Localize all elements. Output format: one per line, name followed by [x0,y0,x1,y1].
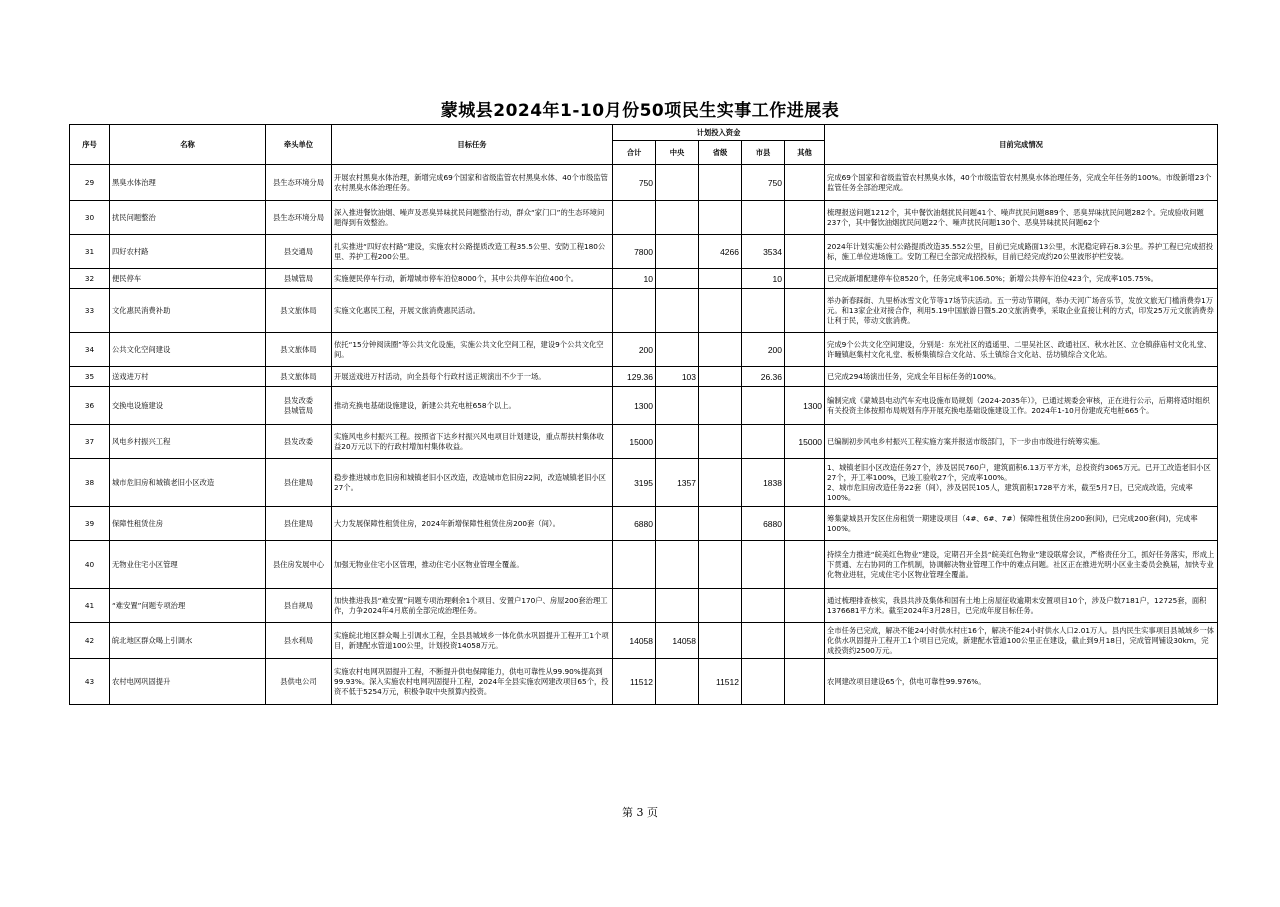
page-title: 蒙城县2024年1-10月份50项民生实事工作进展表 [440,101,840,121]
cell-seq: 35 [70,367,110,387]
table-row [70,623,1218,659]
header-name: 名称 [110,125,266,165]
cell-name: 无物业住宅小区管理 [110,541,266,589]
cell-status: 编制完成《蒙城县电动汽车充电设施布局规划（2024-2035年）》，已通过规委会审核，正在进行公示，后期将适时组织有关投资主体按照布局规划有序开展充换电基础设施建设工作。2024年1-10月份建成充电桩665个。 [825,387,1218,425]
cell-city-county: 3534 [742,235,785,269]
cell-other [785,589,825,623]
cell-lead: 县水利局 [266,623,332,659]
cell-name: 风电乡村振兴工程 [110,425,266,459]
cell-lead: 县文旅体局 [266,289,332,333]
cell-total: 11512 [613,659,656,705]
cell-status: 举办新春踩街、九里桥冰雪文化节等17场节庆活动。五一劳动节期间，举办天河广场音乐节，发放文旅无门槛消费券1万元。和13家企业对接合作，利用5.19中国旅游日暨5.20文旅消费季，采取企业直接让利的方式，印发25万元文旅消费券让利于民，带动文旅消费。 [825,289,1218,333]
cell-goal: 开展送戏进万村活动，向全县每个行政村送正规演出不少于一场。 [332,367,613,387]
cell-name: 扰民问题整治 [110,201,266,235]
table-row [70,201,1218,235]
cell-goal: 开展农村黑臭水体治理，新增完成69个国家和省级监管农村黑臭水体、40个市级监管农村黑臭水体治理任务。 [332,165,613,201]
cell-goal: 扎实推进“四好农村路”建设，实施农村公路提质改造工程35.5公里、安防工程180公里、养护工程200公里。 [332,235,613,269]
cell-total [613,201,656,235]
cell-central [656,235,699,269]
header-funding: 计划投入资金 [613,125,825,141]
cell-lead: 县文旅体局 [266,367,332,387]
table-row [70,235,1218,269]
cell-total [613,289,656,333]
table-row [70,425,1218,459]
cell-goal: 实施便民停车行动，新增城市停车泊位8000个，其中公共停车泊位400个。 [332,269,613,289]
cell-lead: 县交通局 [266,235,332,269]
page-number: 第 3 页 [622,806,658,819]
cell-central [656,589,699,623]
cell-status: 农网建改项目建设65个，供电可靠性99.976%。 [825,659,1218,705]
header-seq: 序号 [70,125,110,165]
cell-lead: 县发改委 县城管局 [266,387,332,425]
table-row [70,541,1218,589]
cell-goal: 加强无物业住宅小区管理，推动住宅小区物业管理全覆盖。 [332,541,613,589]
cell-central: 1357 [656,459,699,507]
cell-central: 14058 [656,623,699,659]
cell-total: 3195 [613,459,656,507]
cell-total: 129.36 [613,367,656,387]
header-lead: 牵头单位 [266,125,332,165]
cell-city-county: 1838 [742,459,785,507]
cell-central [656,541,699,589]
cell-city-county [742,541,785,589]
cell-provincial [699,333,742,367]
cell-goal: 实施皖北地区群众喝上引调水工程，全县县城域乡一体化供水巩固提升工程开工1个项目，新建配水管道100公里，计划投资14058万元。 [332,623,613,659]
cell-provincial [699,459,742,507]
progress-table [69,124,1218,705]
cell-status: 全市任务已完成，解决不能24小时供水村庄16个，解决不能24小时供水人口2.01万人。县内民生实事项目县城域乡一体化供水巩固提升工程开工1个项目已完成，新建配水管道100公里正在建设，截止到9月18日，完成管网铺设30km，完成投资约2500万元。 [825,623,1218,659]
table-row [70,289,1218,333]
header-city-county: 市县 [742,141,785,165]
cell-central [656,289,699,333]
cell-city-county: 6880 [742,507,785,541]
cell-goal: 实施农村电网巩固提升工程，不断提升供电保障能力，供电可靠性从99.90%提高到99.93%。深入实施农村电网巩固提升工程，2024年全县实施农网建改项目65个，投资不低于5254万元，积极争取中央预算内投资。 [332,659,613,705]
cell-total [613,541,656,589]
cell-total: 750 [613,165,656,201]
cell-total: 14058 [613,623,656,659]
table-row [70,659,1218,705]
table-row [70,269,1218,289]
cell-name: “难安置”问题专项治理 [110,589,266,623]
cell-name: 皖北地区群众喝上引调水 [110,623,266,659]
cell-provincial [699,425,742,459]
cell-other [785,623,825,659]
cell-city-county [742,201,785,235]
cell-total: 1300 [613,387,656,425]
cell-seq: 39 [70,507,110,541]
cell-goal: 依托“15分钟阅读圈”等公共文化设施，实施公共文化空间工程，建设9个公共文化空间。 [332,333,613,367]
table-row [70,459,1218,507]
cell-goal: 加快推进我县“难安置”问题专项治理剩余1个项目、安置户170户、房屋200套治理工作，力争2024年4月底前全部完成治理任务。 [332,589,613,623]
cell-provincial [699,367,742,387]
cell-central [656,659,699,705]
cell-central [656,425,699,459]
cell-provincial [699,289,742,333]
cell-status: 已完成294场演出任务，完成全年目标任务的100%。 [825,367,1218,387]
table-row [70,367,1218,387]
cell-name: 城市危旧房和城镇老旧小区改造 [110,459,266,507]
cell-name: 四好农村路 [110,235,266,269]
cell-name: 公共文化空间建设 [110,333,266,367]
cell-lead: 县住建局 [266,507,332,541]
cell-lead: 县住房发展中心 [266,541,332,589]
cell-city-county: 10 [742,269,785,289]
cell-other [785,269,825,289]
cell-goal: 稳步推进城市危旧房和城镇老旧小区改造，改造城市危旧房22间，改造城镇老旧小区27个。 [332,459,613,507]
cell-central [656,201,699,235]
cell-name: 便民停车 [110,269,266,289]
cell-other [785,289,825,333]
table-row [70,507,1218,541]
cell-city-county [742,387,785,425]
cell-goal: 深入推进餐饮油烟、噪声及恶臭异味扰民问题整治行动，群众“家门口”的生态环境问题得到有效整治。 [332,201,613,235]
header-total: 合计 [613,141,656,165]
cell-total: 6880 [613,507,656,541]
cell-provincial [699,507,742,541]
cell-lead: 县生态环境分局 [266,201,332,235]
header-status: 目前完成情况 [825,125,1218,165]
cell-other [785,659,825,705]
cell-city-county: 750 [742,165,785,201]
table-row [70,165,1218,201]
cell-city-county: 200 [742,333,785,367]
cell-other [785,541,825,589]
cell-central [656,165,699,201]
cell-goal: 实施风电乡村振兴工程。按照省下达乡村振兴风电项目计划建设，重点帮扶村集体收益20万元以下的行政村增加村集体收益。 [332,425,613,459]
cell-status: 已编制初步风电乡村振兴工程实施方案并报送市级部门，下一步由市级进行统筹实施。 [825,425,1218,459]
cell-other [785,235,825,269]
cell-provincial: 11512 [699,659,742,705]
cell-seq: 36 [70,387,110,425]
cell-lead: 县发改委 [266,425,332,459]
cell-provincial [699,269,742,289]
cell-total: 7800 [613,235,656,269]
cell-name: 农村电网巩固提升 [110,659,266,705]
cell-seq: 42 [70,623,110,659]
cell-status: 2024年计划实施公村公路提质改造35.552公里，目前已完成路面13公里，水泥稳定碎石8.3公里。养护工程已完成招投标，施工单位进场施工。安防工程已全部完成招投标，目前已经完成约20公里波形护栏安装。 [825,235,1218,269]
header-provincial: 省级 [699,141,742,165]
cell-name: 交换电设施建设 [110,387,266,425]
cell-total: 15000 [613,425,656,459]
cell-seq: 33 [70,289,110,333]
cell-total: 200 [613,333,656,367]
cell-other [785,507,825,541]
cell-city-county [742,659,785,705]
cell-provincial [699,387,742,425]
cell-other [785,165,825,201]
cell-name: 保障性租赁住房 [110,507,266,541]
cell-lead: 县住建局 [266,459,332,507]
cell-seq: 31 [70,235,110,269]
cell-status: 梳理报送问题1212个，其中餐饮油烟扰民问题41个、噪声扰民问题889个、恶臭异味扰民问题282个。完成验收问题237个，其中餐饮油烟扰民问题22个、噪声扰民问题130个、恶臭异味扰民问题62个 [825,201,1218,235]
cell-city-county [742,589,785,623]
cell-name: 黑臭水体治理 [110,165,266,201]
cell-goal: 实施文化惠民工程，开展文旅消费惠民活动。 [332,289,613,333]
cell-seq: 30 [70,201,110,235]
cell-provincial: 4266 [699,235,742,269]
cell-seq: 29 [70,165,110,201]
cell-provincial [699,201,742,235]
cell-city-county [742,425,785,459]
header-goal: 目标任务 [332,125,613,165]
cell-total [613,589,656,623]
cell-status: 通过梳理排查核实，我县共涉及集体和国有土地上房屋征收逾期未安置项目10个，涉及户数7181户，12725套，面积1376681平方米。截至2024年3月28日，已完成年度目标任务。 [825,589,1218,623]
cell-other [785,201,825,235]
cell-central [656,507,699,541]
cell-lead: 县城管局 [266,269,332,289]
cell-other: 1300 [785,387,825,425]
cell-status: 完成69个国家和省级监管农村黑臭水体，40个市级监管农村黑臭水体治理任务，完成全年任务的100%。市级新增23个监管任务全部治理完成。 [825,165,1218,201]
cell-status: 筹集蒙城县开发区住房租赁一期建设项目（4#、6#、7#）保障性租赁住房200套(间)，已完成200套(间)，完成率100%。 [825,507,1218,541]
table-row [70,387,1218,425]
cell-name: 送戏进万村 [110,367,266,387]
cell-other [785,367,825,387]
table-body [70,165,1218,705]
cell-total: 10 [613,269,656,289]
cell-seq: 41 [70,589,110,623]
cell-other [785,333,825,367]
cell-central [656,387,699,425]
cell-seq: 37 [70,425,110,459]
cell-seq: 32 [70,269,110,289]
cell-city-county: 26.36 [742,367,785,387]
cell-goal: 推动充换电基础设施建设，新建公共充电桩658个以上。 [332,387,613,425]
cell-seq: 43 [70,659,110,705]
cell-provincial [699,589,742,623]
cell-name: 文化惠民消费补助 [110,289,266,333]
cell-status: 持续全力推进“皖美红色物业”建设，定期召开全县“皖美红色物业”建设联席会议，严格责任分工，抓好任务落实，形成上下贯通、左右协同的工作机制，协调解决物业管理工作中的难点问题。社区正在推进光明小区业主委员会换届，加快专业化物业进驻，完成住宅小区物业管理全覆盖。 [825,541,1218,589]
cell-central [656,269,699,289]
cell-provincial [699,165,742,201]
table-row [70,589,1218,623]
cell-central [656,333,699,367]
cell-provincial [699,541,742,589]
cell-city-county [742,289,785,333]
cell-status: 已完成新增配建停车位8520个，任务完成率106.50%；新增公共停车泊位423个，完成率105.75%。 [825,269,1218,289]
cell-status: 完成9个公共文化空间建设，分别是：东光社区的逍遥里、二里吴社区、政通社区、秋水社区、立仓镇薛庙村文化礼堂、许疃镇赵集村文化礼堂、板桥集镇综合文化站、乐土镇综合文化站、岳坊镇综合文化站。 [825,333,1218,367]
cell-goal: 大力发展保障性租赁住房，2024年新增保障性租赁住房200套（间）。 [332,507,613,541]
table-row [70,333,1218,367]
cell-seq: 38 [70,459,110,507]
cell-lead: 县供电公司 [266,659,332,705]
header-other: 其他 [785,141,825,165]
cell-city-county [742,623,785,659]
cell-lead: 县文旅体局 [266,333,332,367]
header-central: 中央 [656,141,699,165]
cell-status: 1、城镇老旧小区改造任务27个，涉及居民760户，建筑面积6.13万平方米，总投资约3065万元。已开工改造老旧小区27个，开工率100%，已竣工验收27个，完成率100%。 2、城市危旧房改造任务22套（间），涉及居民105人，建筑面积1728平方米，截至5月7日，已完成改造，完成率100%。 [825,459,1218,507]
cell-lead: 县生态环境分局 [266,165,332,201]
cell-other [785,459,825,507]
cell-seq: 34 [70,333,110,367]
cell-seq: 40 [70,541,110,589]
cell-provincial [699,623,742,659]
cell-lead: 县自规局 [266,589,332,623]
cell-central: 103 [656,367,699,387]
cell-other: 15000 [785,425,825,459]
